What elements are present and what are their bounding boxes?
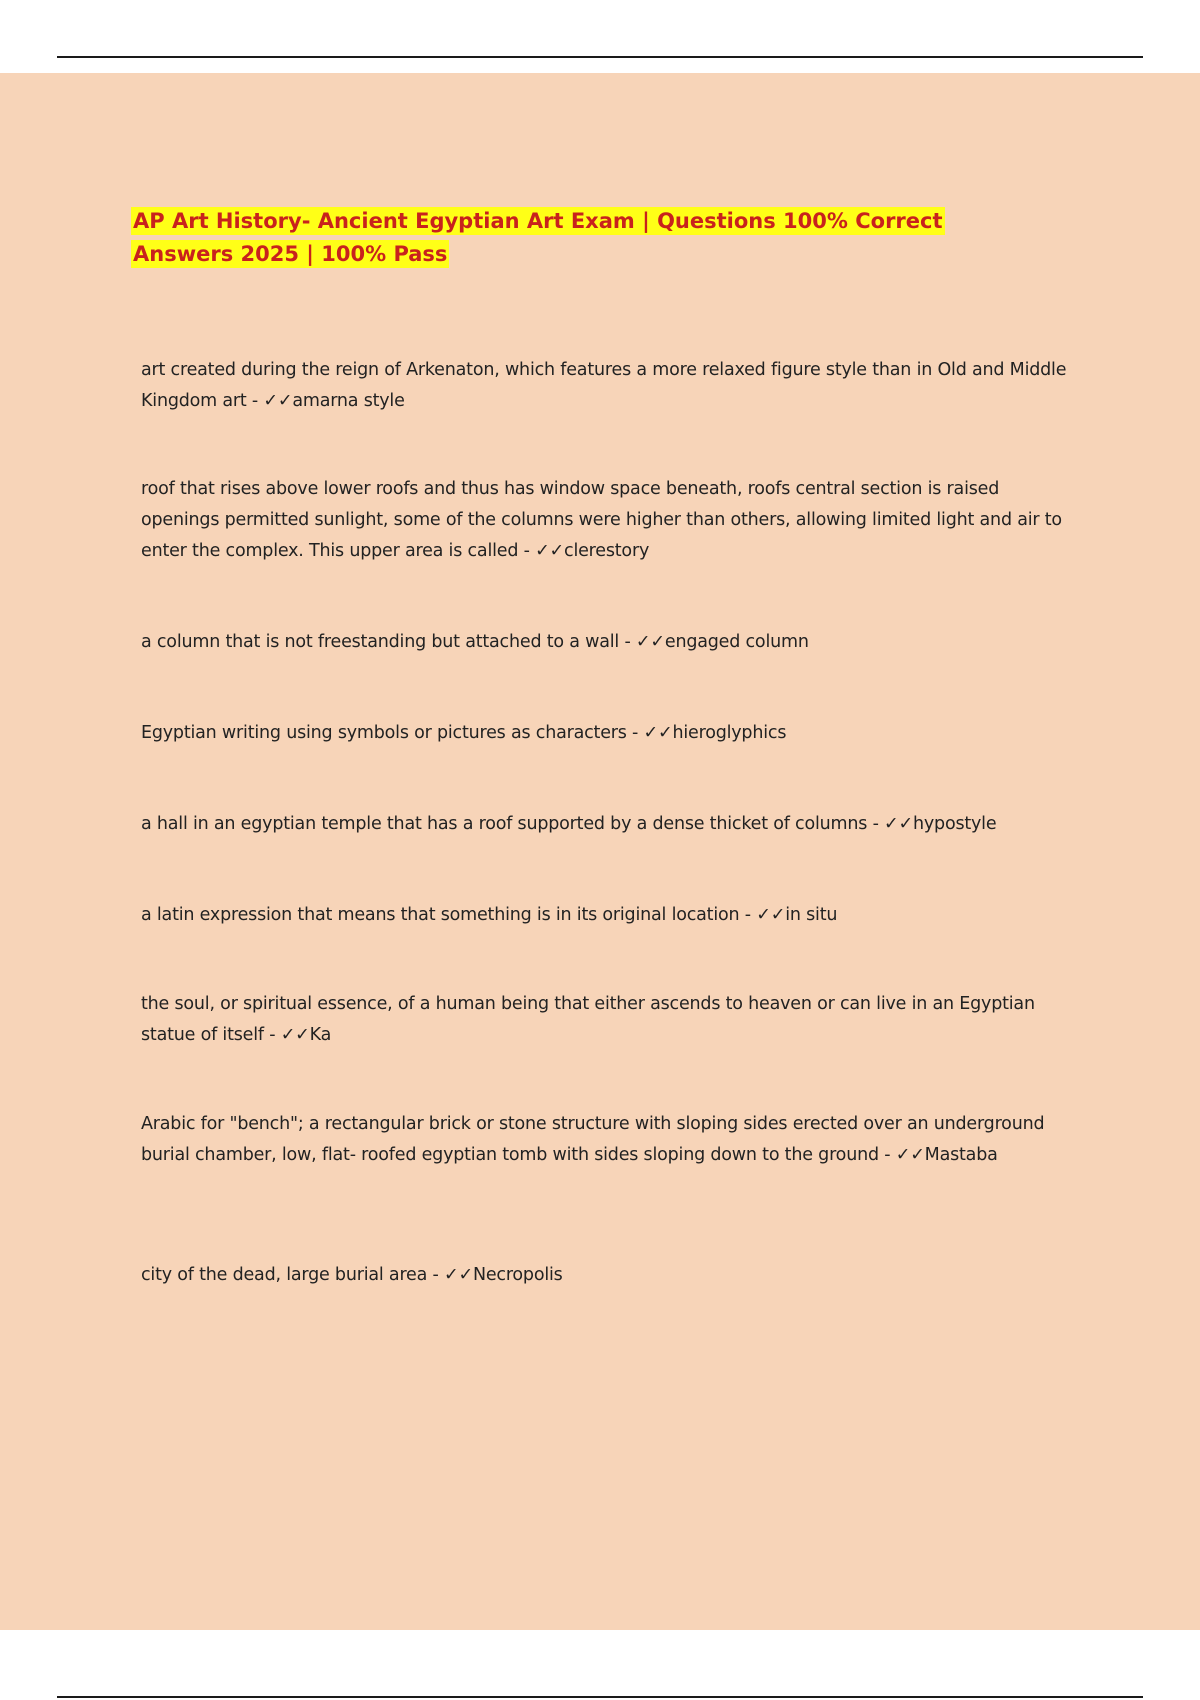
check-separator: - ✓✓	[626, 723, 673, 743]
qa-item-8	[141, 1109, 1071, 1171]
check-separator: - ✓✓	[518, 541, 565, 561]
question-text: art created during the reign of Arkenaton, which features a more relaxed figure style than in Old and Middle Kingdom art	[141, 360, 1067, 411]
top-rule	[57, 56, 1143, 58]
check-separator: - ✓✓	[246, 391, 293, 411]
answer-text: Necropolis	[472, 1265, 563, 1285]
question-text: a column that is not freestanding but attached to a wall	[141, 632, 620, 652]
document-title-text: AP Art History- Ancient Egyptian Art Exam | Questions 100% Correct Answers 2025 | 100% Pass	[133, 209, 943, 266]
question-text: Egyptian writing using symbols or pictures as characters	[141, 723, 627, 743]
answer-text: Mastaba	[924, 1145, 998, 1165]
bottom-rule	[57, 1696, 1143, 1698]
qa-item-1	[141, 355, 1071, 417]
check-separator: - ✓✓	[739, 905, 786, 925]
question-text: city of the dead, large burial area	[141, 1265, 428, 1285]
question-text: a latin expression that means that something is in its original location	[141, 905, 740, 925]
check-separator: - ✓✓	[867, 814, 913, 834]
qa-item-6	[141, 900, 1071, 931]
question-text: Arabic for "bench"; a rectangular brick or stone structure with sloping sides erected over an underground burial chamber, low, flat- roofed egyptian tomb with sides sloping down to the ground	[141, 1114, 1045, 1165]
answer-text: engaged column	[664, 632, 809, 652]
question-text: a hall in an egyptian temple that has a roof supported by a dense thicket of columns	[141, 814, 868, 834]
question-text: roof that rises above lower roofs and thus has window space beneath, roofs central section is raised openings permitted sunlight, some of the columns were higher than others, allowing limited light and air to enter the complex. This upper area is called	[141, 479, 1062, 561]
check-separator: - ✓✓	[427, 1265, 473, 1285]
qa-item-5	[141, 809, 1071, 840]
check-separator: - ✓✓	[619, 632, 665, 652]
question-text: the soul, or spiritual essence, of a human being that either ascends to heaven or can live in an Egyptian statue of itself	[141, 994, 1035, 1045]
answer-text: clerestory	[564, 541, 650, 561]
qa-item-3	[141, 627, 1071, 658]
answer-text: hypostyle	[912, 814, 997, 834]
qa-item-2	[141, 474, 1071, 567]
document-page	[0, 73, 1200, 1630]
answer-text: amarna style	[292, 391, 405, 411]
answer-text: in situ	[785, 905, 838, 925]
answer-text: hieroglyphics	[672, 723, 787, 743]
qa-item-4	[141, 718, 1071, 749]
check-separator: - ✓✓	[263, 1025, 310, 1045]
answer-text: Ka	[309, 1025, 332, 1045]
qa-item-9	[141, 1260, 1071, 1291]
document-title	[131, 205, 1031, 271]
qa-item-7	[141, 989, 1071, 1051]
check-separator: - ✓✓	[878, 1145, 925, 1165]
